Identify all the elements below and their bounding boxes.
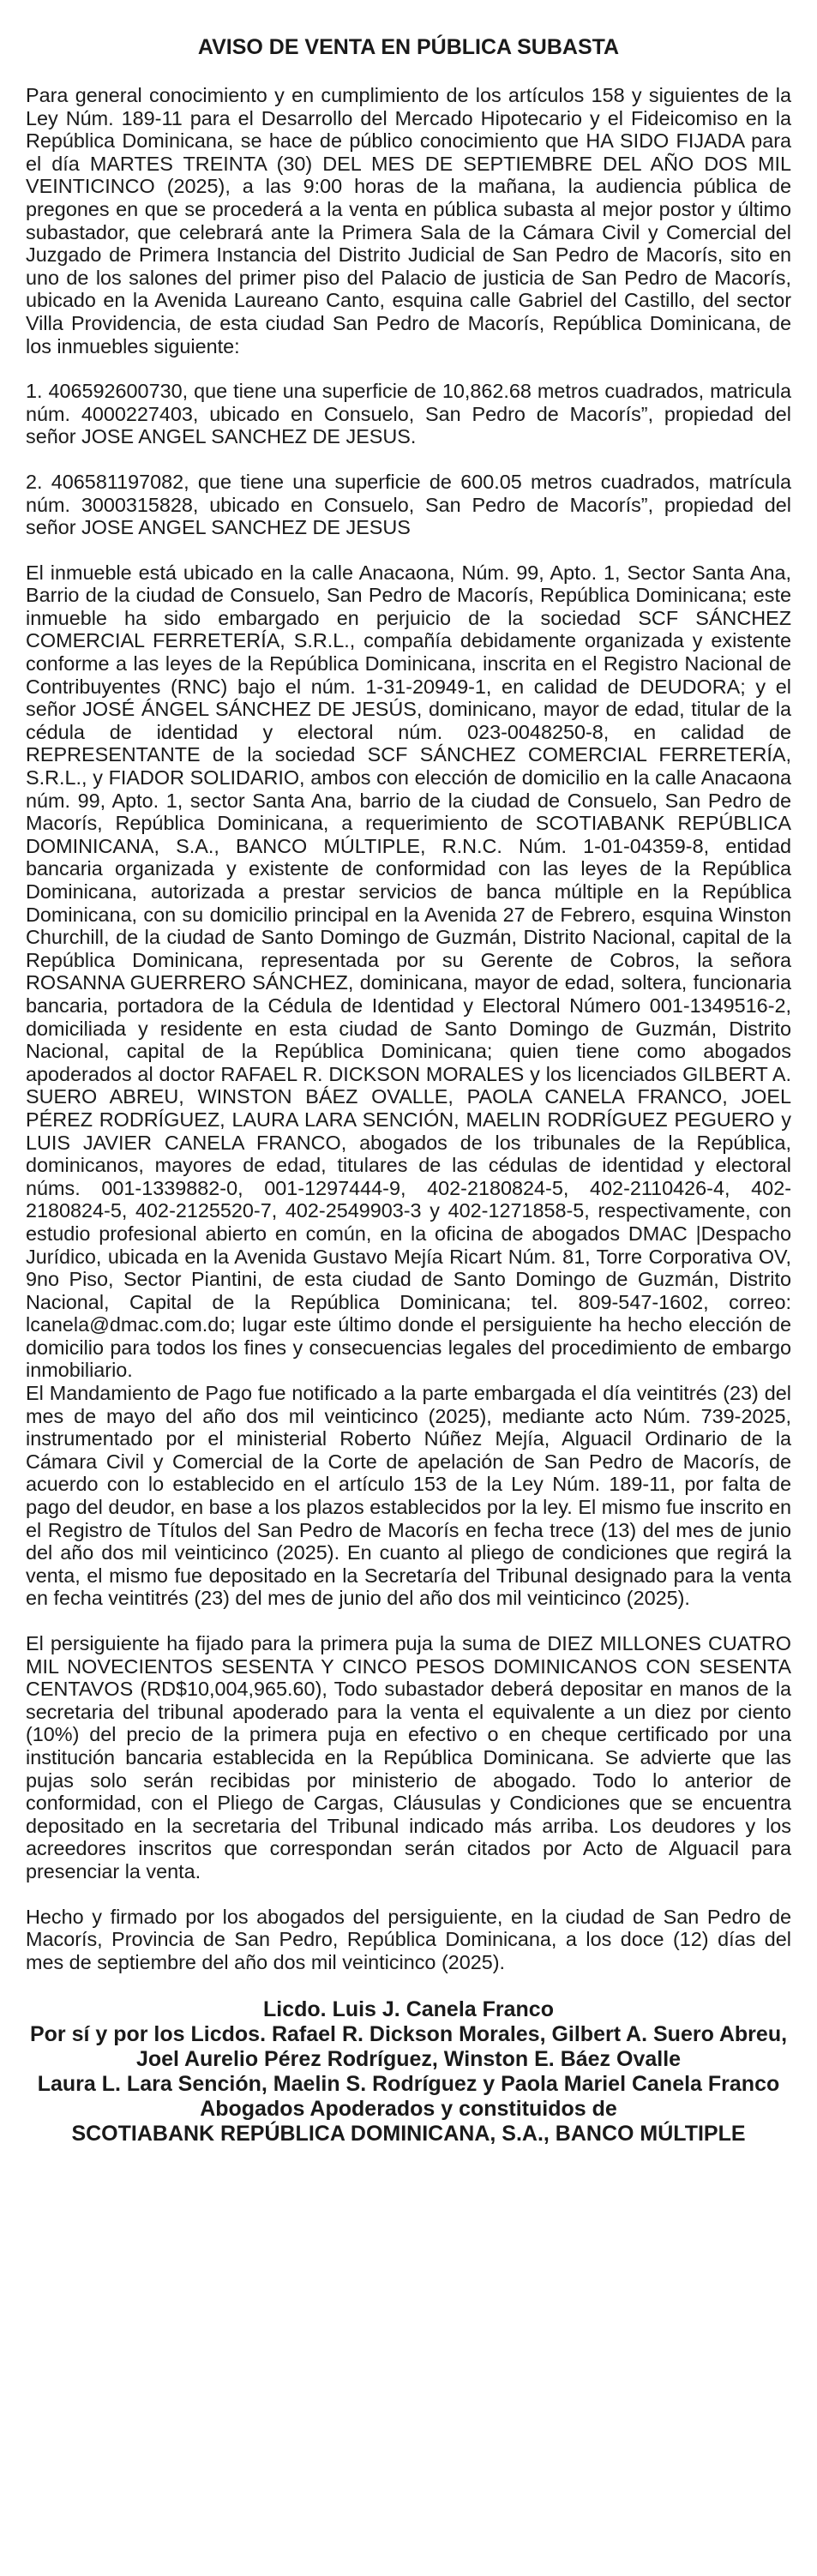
signature-block [26, 1997, 791, 2147]
signature-client: SCOTIABANK REPÚBLICA DOMINICANA, S.A., BANCO MÚLTIPLE [71, 2122, 746, 2147]
paragraph-property-1: 1. 406592600730, que tiene una superficie de 10,862.68 metros cuadrados, matricula núm. 4000227403, ubicado en Consuelo, San Pedro de Macorís”, propiedad del señor JOSE ANGEL SANCHEZ DE JESUS. [26, 380, 791, 448]
signature-more-lawyers: Laura L. Lara Sención, Maelin S. Rodríguez y Paola Mariel Canela Franco [37, 2072, 780, 2097]
paragraph-first-bid: El persiguiente ha fijado para la primera puja la suma de DIEZ MILLONES CUATRO MIL NOVECIENTOS SESENTA Y CINCO PESOS DOMINICANOS CON SESENTA CENTAVOS (RD$10,004,965.60), Todo subastador deberá depositar en manos de la secretaria del tribunal apoderado para la venta el equivalente a un diez por ciento (10%) del precio de la primera puja en efectivo o en cheque certificado por una institución bancaria establecida en la República Dominicana. Se advierte que las pujas solo serán recibidas por ministerio de abogado. Todo lo anterior de conformidad, con el Pliego de Cargas, Cláusulas y Condiciones que se encuentra depositado en la secretaria del Tribunal indicado más arriba. Los deudores y los acreedores inscritos que correspondan serán citados por Acto de Alguacil para presenciar la venta. [26, 1632, 791, 1882]
paragraph-payment-order: El Mandamiento de Pago fue notificado a la parte embargada el día veintitrés (23) del mes de mayo del año dos mil veinticinco (2025), mediante acto Núm. 739-2025, instrumentado por el ministerial Roberto Núñez Mejía, Alguacil Ordinario de la Cámara Civil y Comercial de la Corte de apelación de San Pedro de Macorís, de acuerdo con lo establecido en el artículo 153 de la Ley Núm. 189-11, por falta de pago del deudor, en base a los plazos establecidos por la ley. El mismo fue inscrito en el Registro de Títulos del San Pedro de Macorís en fecha trece (13) del mes de junio del año dos mil veinticinco (2025). En cuanto al pliego de condiciones que regirá la venta, el mismo fue depositado en la Secretaría del Tribunal designado para la venta en fecha veintitrés (23) del mes de junio del año dos mil veinticinco (2025). [26, 1382, 791, 1610]
signature-lead-lawyer: Licdo. Luis J. Canela Franco [263, 1997, 554, 2022]
signature-co-lawyers: Por sí y por los Licdos. Rafael R. Dickson Morales, Gilbert A. Suero Abreu, Joel Aurelio Pérez Rodríguez, Winston E. Báez Ovalle [29, 2022, 788, 2072]
paragraph-property-details: El inmueble está ubicado en la calle Anacaona, Núm. 99, Apto. 1, Sector Santa Ana, Barrio de la ciudad de Consuelo, San Pedro de Macorís, República Dominicana; este inmueble ha sido embargado en perjuicio de la sociedad SCF SÁNCHEZ COMERCIAL FERRETERÍA, S.R.L., compañía debidamente organizada y existente conforme a las leyes de la República Dominicana, inscrita en el Registro Nacional de Contribuyentes (RNC) bajo el núm. 1-31-20949-1, en calidad de DEUDORA; y el señor JOSÉ ÁNGEL SÁNCHEZ DE JESÚS, dominicano, mayor de edad, titular de la cédula de identidad y electoral núm. 023-0048250-8, en calidad de REPRESENTANTE de la sociedad SCF SÁNCHEZ COMERCIAL FERRETERÍA, S.R.L., y FIADOR SOLIDARIO, ambos con elección de domicilio en la calle Anacaona núm. 99, Apto. 1, sector Santa Ana, barrio de la ciudad de Consuelo, San Pedro de Macorís, República Dominicana, a requerimiento de SCOTIABANK REPÚBLICA DOMINICANA, S.A., BANCO MÚLTIPLE, R.N.C. Núm. 1-01-04359-8, entidad bancaria organizada y existente de conformidad con las leyes de la República Dominicana, autorizada a prestar servicios de banca múltiple en la República Dominicana, con su domicilio principal en la Avenida 27 de Febrero, esquina Winston Churchill, de la ciudad de Santo Domingo de Guzmán, Distrito Nacional, capital de la República Dominicana, representada por su Gerente de Cobros, la señora ROSANNA GUERRERO SÁNCHEZ, dominicana, mayor de edad, soltera, funcionaria bancaria, portadora de la Cédula de Identidad y Electoral Número 001-1349516-2, domiciliada y residente en esta ciudad de Santo Domingo de Guzmán, Distrito Nacional, capital de la República Dominicana; quien tiene como abogados apoderados al doctor RAFAEL R. DICKSON MORALES y los licenciados GILBERT A. SUERO ABREU, WINSTON BÁEZ OVALLE, PAOLA CANELA FRANCO, JOEL PÉREZ RODRÍGUEZ, LAURA LARA SENCIÓN, MAELIN RODRÍGUEZ PEGUERO y LUIS JAVIER CANELA FRANCO, abogados de los tribunales de la República, dominicanos, mayores de edad, titulares de las cédulas de identidad y electoral núms. 001-1339882-0, 001-1297444-9, 402-2180824-5, 402-2110426-4, 402-2180824-5, 402-2125520-7, 402-2549903-3 y 402-1271858-5, respectivamente, con estudio profesional abierto en común, en la oficina de abogados DMAC |Despacho Jurídico, ubicada en la Avenida Gustavo Mejía Ricart Núm. 81, Torre Corporativa OV, 9no Piso, Sector Piantini, de esta ciudad de Santo Domingo de Guzmán, Distrito Nacional, Capital de la República Dominicana; tel. 809-547-1602, correo: lcanela@dmac.com.do; lugar este último donde el persiguiente ha hecho elección de domicilio para todos los fines y consecuencias legales del procedimiento de embargo inmobiliario. [26, 561, 791, 1382]
signature-role: Abogados Apoderados y constituidos de [200, 2097, 617, 2122]
paragraph-property-2: 2. 406581197082, que tiene una superficie de 600.05 metros cuadrados, matrícula núm. 3000315828, ubicado en Consuelo, San Pedro de Macorís”, propiedad del señor JOSE ANGEL SANCHEZ DE JESUS [26, 470, 791, 539]
paragraph-intro: Para general conocimiento y en cumplimiento de los artículos 158 y siguientes de la Ley Núm. 189-11 para el Desarrollo del Mercado Hipotecario y el Fideicomiso en la República Dominicana, se hace de público conocimiento que HA SIDO FIJADA para el día MARTES TREINTA (30) DEL MES DE SEPTIEMBRE DEL AÑO DOS MIL VEINTICINCO (2025), a las 9:00 horas de la mañana, la audiencia pública de pregones en que se procederá a la venta en pública subasta al mejor postor y último subastador, que celebrará ante la Primera Sala de la Cámara Civil y Comercial del Juzgado de Primera Instancia del Distrito Judicial de San Pedro de Macorís, sito en uno de los salones del primer piso del Palacio de justicia de San Pedro de Macorís, ubicado en la Avenida Laureano Canto, esquina calle Gabriel del Castillo, del sector Villa Providencia, de esta ciudad San Pedro de Macorís, República Dominicana, de los inmuebles siguiente: [26, 84, 791, 357]
paragraph-signed: Hecho y firmado por los abogados del persiguiente, en la ciudad de San Pedro de Macorís, Provincia de San Pedro, República Dominicana, a los doce (12) días del mes de septiembre del año dos mil veinticinco (2025). [26, 1905, 791, 1973]
notice-title: AVISO DE VENTA EN PÚBLICA SUBASTA [197, 35, 620, 59]
